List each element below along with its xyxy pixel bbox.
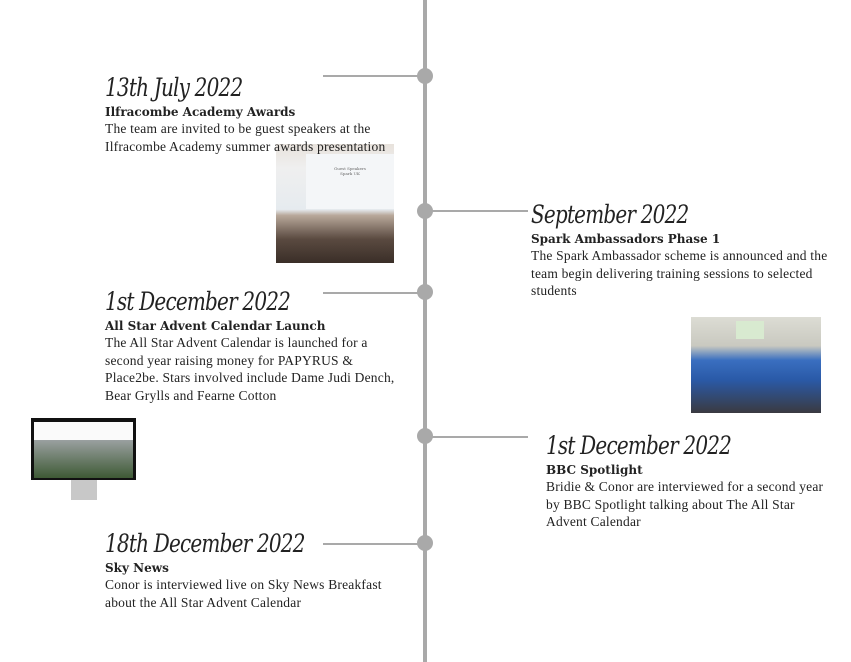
event-description: The team are invited to be guest speakers at the Ilfracombe Academy summer awards presentation [105, 121, 386, 154]
timeline-line [423, 0, 427, 662]
connector [427, 210, 528, 212]
event-advent-launch [105, 286, 405, 404]
event-date: September 2022 [531, 200, 689, 229]
timeline-dot [417, 68, 433, 84]
event-ilfracombe [105, 72, 415, 155]
event-spark-ambassadors [531, 199, 831, 300]
event-bbc-spotlight [546, 430, 846, 531]
timeline-dot [417, 428, 433, 444]
awards-photo [276, 144, 394, 263]
timeline-dot [417, 203, 433, 219]
advent-monitor-image [31, 418, 136, 500]
event-description: Bridie & Conor are interviewed for a second year by BBC Spotlight talking about The All Star Advent Calendar [546, 479, 824, 529]
event-date: 13th July 2022 [105, 73, 243, 102]
event-description: The Spark Ambassador scheme is announced and the team begin delivering training sessions to selected students [531, 248, 828, 298]
event-title: Ilfracombe Academy Awards [105, 105, 296, 119]
classroom-photo [691, 317, 821, 413]
event-title: Spark Ambassadors Phase 1 [531, 232, 721, 246]
timeline-dot [417, 284, 433, 300]
photo-caption: Guest Speakers [334, 166, 366, 171]
event-title: Sky News [105, 561, 169, 575]
event-description: Conor is interviewed live on Sky News Breakfast about the All Star Advent Calendar [105, 577, 382, 610]
event-date: 18th December 2022 [105, 529, 305, 558]
event-date: 1st December 2022 [546, 431, 732, 460]
event-sky-news [105, 528, 405, 611]
photo-caption: Spark UK [340, 171, 360, 176]
event-description: The All Star Advent Calendar is launched for a second year raising money for PAPYRUS & Place2be. Stars involved include Dame Judi Dench, Bear Grylls and Fearne Cotton [105, 335, 395, 403]
event-title: All Star Advent Calendar Launch [105, 319, 326, 333]
timeline-dot [417, 535, 433, 551]
connector [427, 436, 528, 438]
event-title: BBC Spotlight [546, 463, 643, 477]
event-date: 1st December 2022 [105, 287, 291, 316]
